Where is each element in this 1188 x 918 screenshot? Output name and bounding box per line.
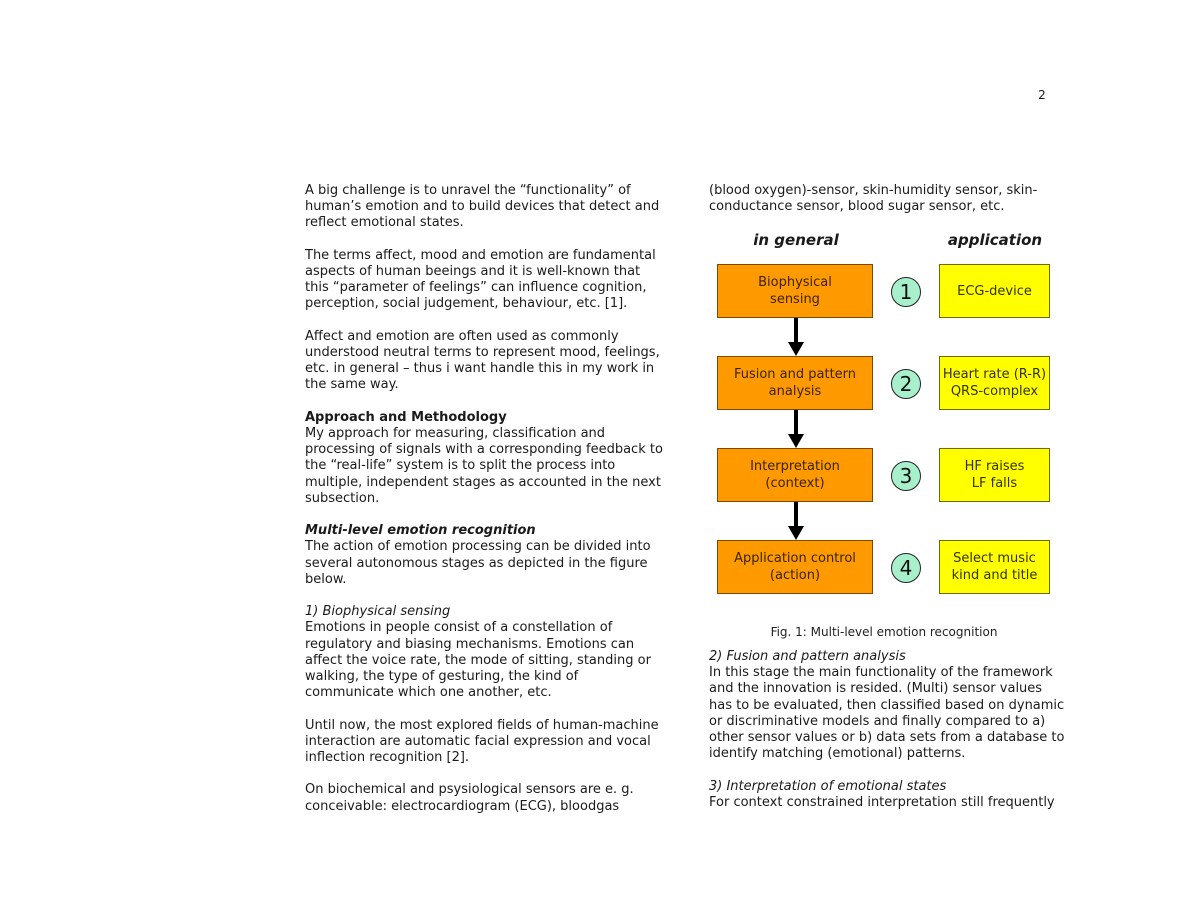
stage-3-application-box: HF raises LF falls (939, 448, 1050, 502)
figure-header-general: in general (753, 231, 839, 249)
paragraph-fusion: In this stage the main functionality of the framework and the innovation is resided. (Multi) sensor values has to be evaluated, then classified based on dynamic or discriminative models and finally compared to a) other sensor values or b) data sets from a database to identify matching (emotional) patterns. (709, 665, 1065, 762)
right-column-top (709, 183, 1069, 232)
paragraph-continued: (blood oxygen)-sensor, skin-humidity sensor, skin-conductance sensor, blood sugar sensor, etc. (709, 183, 1038, 215)
left-column (305, 183, 665, 831)
stage-2-application-box: Heart rate (R-R) QRS-complex (939, 356, 1050, 410)
stage-4-general-box: Application control (action) (717, 540, 873, 594)
stage-4-number: 4 (891, 553, 921, 583)
paragraph-sensors: On biochemical and psysiological sensors are e. g. conceivable: electrocardiogram (ECG), bloodgas (305, 782, 634, 814)
stage-2-number: 2 (891, 369, 921, 399)
paragraph-until-now: Until now, the most explored fields of human-machine interaction are automatic facial expression and vocal inflection recognition [2]. (305, 717, 659, 766)
paragraph-interpretation: For context constrained interpretation still frequently (709, 794, 1055, 810)
stage-3-general-box: Interpretation (context) (717, 448, 873, 502)
stage-2-general-box: Fusion and pattern analysis (717, 356, 873, 410)
figure-header-application: application (947, 231, 1043, 249)
figure-caption: Fig. 1: Multi-level emotion recognition (770, 625, 998, 639)
stage-1-number: 1 (891, 277, 921, 307)
paragraph-terms: The terms affect, mood and emotion are fundamental aspects of human beeings and it is well-known that this “parameter of feelings” can influence cognition, perception, social judgement, behaviour, etc. [1]. (305, 247, 656, 312)
heading-biophysical: 1) Biophysical sensing (305, 604, 451, 620)
paragraph-affect: Affect and emotion are often used as commonly understood neutral terms to represent mood, feelings, etc. in general – thus i want handle this in my work in the same way. (305, 328, 660, 393)
page-number: 2 (1038, 88, 1046, 102)
arrow-down-icon (788, 410, 804, 448)
stage-3-number: 3 (891, 461, 921, 491)
heading-approach: Approach and Methodology (305, 409, 507, 425)
figure-multilevel (716, 229, 1052, 601)
arrow-down-icon (788, 318, 804, 356)
paragraph-approach: My approach for measuring, classification and processing of signals with a corresponding feedback to the “real-life” system is to split the process into multiple, independent stages as accounted in the next subsection. (305, 426, 663, 506)
arrow-down-icon (788, 502, 804, 540)
stage-4-application-box: Select music kind and title (939, 540, 1050, 594)
stage-1-application-box: ECG-device (939, 264, 1050, 318)
right-column-bottom (709, 649, 1069, 811)
paragraph-biophysical: Emotions in people consist of a constellation of regulatory and biasing mechanisms. Emotions can affect the voice rate, the mode of sitting, standing or walking, the type of gesturing, the kind of communicate which one another, etc. (305, 620, 651, 701)
stage-1-general-box: Biophysical sensing (717, 264, 873, 318)
paragraph-multilevel: The action of emotion processing can be divided into several autonomous stages as depicted in the figure below. (305, 539, 651, 587)
heading-multilevel: Multi-level emotion recognition (305, 523, 536, 539)
heading-fusion: 2) Fusion and pattern analysis (709, 649, 906, 664)
heading-interpretation: 3) Interpretation of emotional states (709, 778, 947, 794)
paragraph-challenge: A big challenge is to unravel the “functionality” of human’s emotion and to build devices that detect and reflect emotional states. (305, 183, 660, 231)
